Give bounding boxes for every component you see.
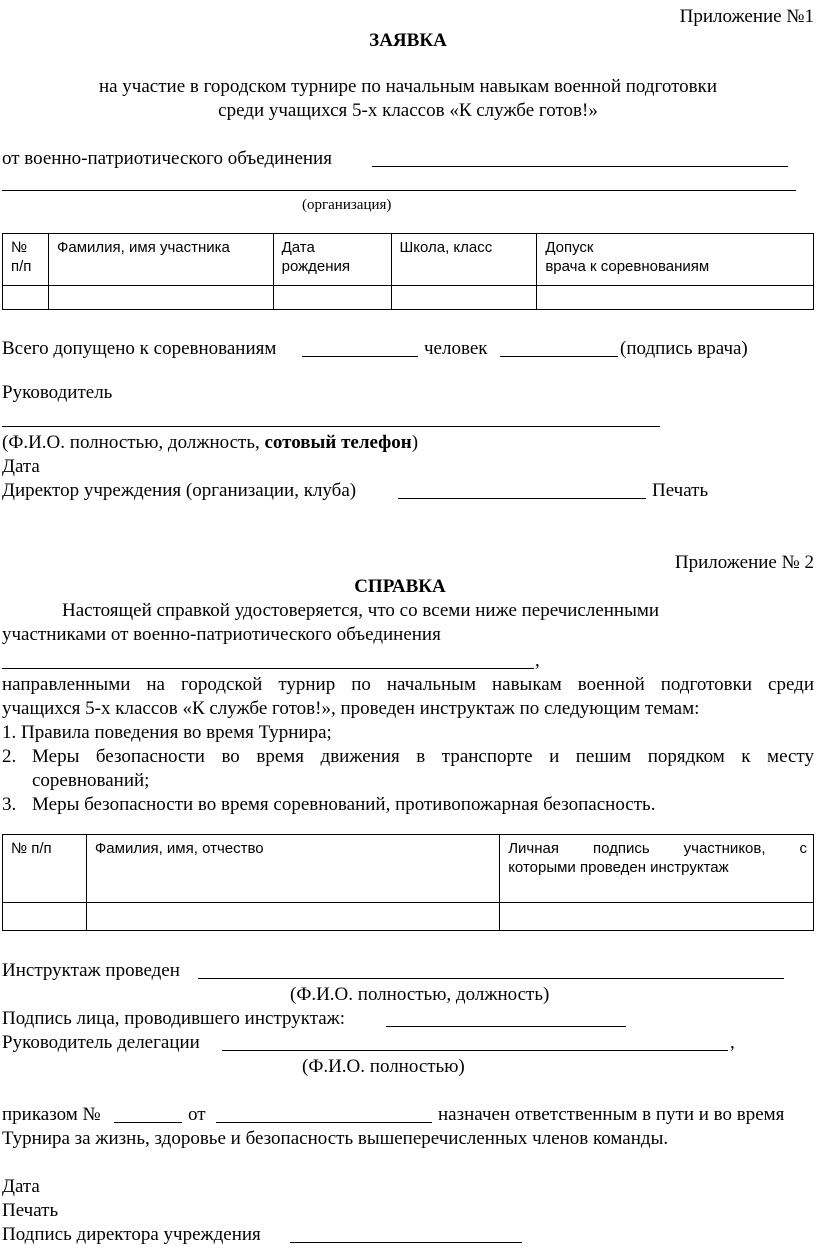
doctor-signature-blank[interactable] — [500, 356, 618, 357]
application-title: ЗАЯВКА — [369, 30, 447, 51]
order-line2: Турнира за жизнь, здоровье и безопасность вышеперечисленных членов команды. — [2, 1128, 669, 1149]
col-header-doctor-permit: Допуск врача к соревнованиям — [537, 234, 814, 286]
from-org-label: от военно-патриотического объединения — [2, 148, 332, 169]
org-caption: (организация) — [302, 197, 392, 213]
table-cell[interactable] — [273, 286, 391, 310]
order-from-label: от — [188, 1104, 206, 1125]
table-cell[interactable] — [3, 903, 87, 931]
paragraph-line1: направленными на городской турнир по начальным навыкам военной подготовки среди — [2, 674, 814, 695]
annex-2-label: Приложение № 2 — [674, 552, 814, 573]
application-subtitle-line1: на участие в городском турнире по начальным навыкам военной подготовки — [98, 76, 718, 97]
director-sign-blank[interactable] — [290, 1242, 522, 1243]
signer-blank[interactable] — [386, 1026, 626, 1027]
table-row[interactable] — [3, 286, 814, 310]
stamp-label-2: Печать — [2, 1200, 59, 1221]
org-name-blank[interactable] — [372, 166, 788, 167]
col-header-full-name: Фамилия, имя, отчество — [86, 835, 499, 903]
intro-line1: Настоящей справкой удостоверяется, что со всеми ниже перечисленными — [62, 600, 660, 621]
col-header-number: № п/п — [3, 835, 87, 903]
leader-label: Руководитель — [2, 382, 113, 403]
comma-mark: , — [535, 650, 540, 671]
application-subtitle-line2: среди учащихся 5-х классов «К службе готов!» — [218, 100, 598, 121]
director-label: Директор учреждения (организации, клуба) — [2, 480, 357, 501]
table-row[interactable] — [3, 903, 814, 931]
paragraph-line2: учащихся 5-х классов «К службе готов!», проведен инструктаж по следующим темам: — [2, 698, 700, 719]
admitted-label: Всего допущено к соревнованиям — [2, 338, 277, 359]
date-label-2: Дата — [2, 1176, 40, 1197]
mobile-phone-emphasis: сотовый телефон — [264, 432, 412, 453]
order-date-blank[interactable] — [216, 1122, 432, 1123]
certificate-title: СПРАВКА — [354, 576, 446, 597]
col-header-signature: Личная подпись участников, с которыми проведен инструктаж — [500, 835, 814, 903]
table-cell[interactable] — [500, 903, 814, 931]
topic-item-3-text: Меры безопасности во время соревнований, противопожарная безопасность. — [32, 794, 656, 815]
people-label: человек — [424, 338, 488, 359]
table-cell[interactable] — [48, 286, 273, 310]
comma-mark-2: , — [730, 1032, 735, 1053]
instruction-table-header-row — [3, 835, 814, 903]
signature-header-line1: Личная подпись участников, с — [508, 840, 807, 857]
participants-table — [2, 233, 814, 310]
date-label: Дата — [2, 456, 40, 477]
instructed-by-label: Инструктаж проведен — [2, 960, 180, 981]
col-header-number: № п/п — [3, 234, 49, 286]
director-signature-blank[interactable] — [398, 498, 646, 499]
participants-table-header-row — [3, 234, 814, 286]
annex-1-label: Приложение №1 — [679, 6, 814, 27]
table-cell[interactable] — [3, 286, 49, 310]
fio-caption: (Ф.И.О. полностью) — [302, 1056, 465, 1077]
leader-caption: (Ф.И.О. полностью, должность, сотовый телефон) — [2, 432, 419, 453]
order-label: приказом № — [2, 1104, 101, 1125]
instruction-table — [2, 834, 814, 931]
topic-item-2-line1: Меры безопасности во время движения в транспорте и пешим порядком к месту — [32, 746, 814, 767]
fio-position-caption: (Ф.И.О. полностью, должность) — [290, 984, 550, 1005]
admitted-count-blank[interactable] — [302, 356, 418, 357]
signer-label: Подпись лица, проводившего инструктаж: — [2, 1008, 346, 1029]
leader-blank[interactable] — [2, 426, 660, 427]
instructed-by-blank[interactable] — [198, 978, 784, 979]
topic-item-2-line2: соревнований; — [32, 770, 150, 791]
org-name-blank-2[interactable] — [2, 190, 796, 191]
order-number-blank[interactable] — [114, 1122, 182, 1123]
col-header-school: Школа, класс — [391, 234, 537, 286]
intro-line2: участниками от военно-патриотического объединения — [2, 624, 441, 645]
delegation-leader-label: Руководитель делегации — [2, 1032, 200, 1053]
org-name-blank-3[interactable] — [2, 668, 534, 669]
table-cell[interactable] — [537, 286, 814, 310]
topic-item-2-number: 2. — [2, 746, 17, 767]
topic-item-3-number: 3. — [2, 794, 17, 815]
delegation-leader-blank[interactable] — [222, 1050, 728, 1051]
topic-item-1: 1. Правила поведения во время Турнира; — [2, 722, 332, 743]
director-sign-label: Подпись директора учреждения — [2, 1224, 261, 1245]
table-cell[interactable] — [391, 286, 537, 310]
order-appointed-text: назначен ответственным в пути и во время — [438, 1104, 785, 1125]
col-header-birthdate: Дата рождения — [273, 234, 391, 286]
doctor-signature-caption: (подпись врача) — [620, 338, 748, 359]
col-header-name: Фамилия, имя участника — [48, 234, 273, 286]
stamp-label: Печать — [652, 480, 709, 501]
table-cell[interactable] — [86, 903, 499, 931]
